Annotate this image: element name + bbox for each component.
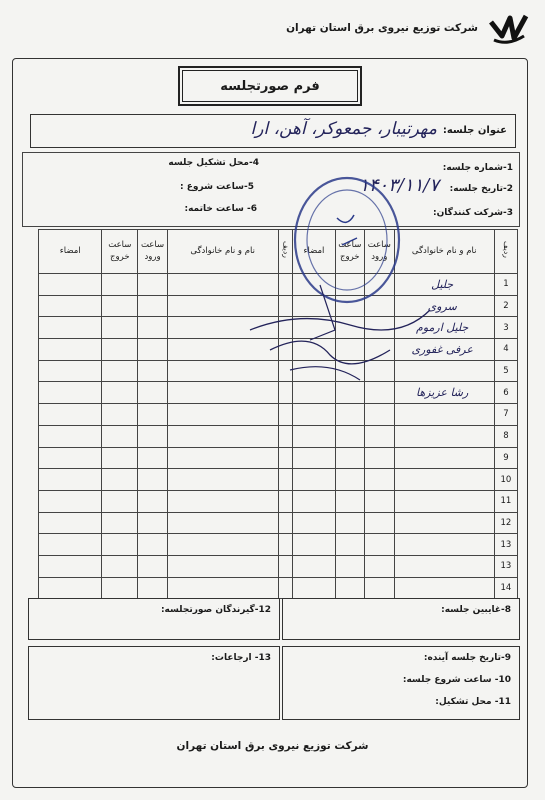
signature-cell-2 [39, 490, 102, 512]
signature-cell [293, 425, 335, 447]
time-in-cell-2 [138, 382, 168, 404]
signature-cell [293, 447, 335, 469]
name-cell: جلیل [394, 274, 494, 296]
time-out-cell-2 [102, 360, 138, 382]
signature-cell [293, 404, 335, 426]
row-number-cell-2 [278, 317, 293, 339]
name-cell: رشا عزیزها [394, 382, 494, 404]
time-in-cell [365, 404, 395, 426]
signature-cell [293, 512, 335, 534]
row-number-cell: 13 [494, 555, 517, 577]
row-number-cell: 7 [494, 404, 517, 426]
row-number-cell-2 [278, 534, 293, 556]
row-number-cell-2 [278, 577, 293, 599]
time-out-cell-2 [102, 274, 138, 296]
time-in-cell [365, 577, 395, 599]
info-section [22, 152, 520, 227]
signature-cell-2 [39, 469, 102, 491]
referrals-box [28, 646, 280, 720]
signature-cell [293, 490, 335, 512]
time-in-cell [365, 447, 395, 469]
time-in-cell [365, 512, 395, 534]
company-name-header: شرکت توزیع نیروی برق استان تهران [286, 22, 478, 34]
signature-cell [293, 339, 335, 361]
name-cell-2 [167, 469, 278, 491]
table-row [39, 425, 518, 447]
time-in-cell-2 [138, 274, 168, 296]
time-in-cell-2 [138, 469, 168, 491]
attendance-table [38, 229, 518, 599]
form-title: فرم صورتجلسه [182, 70, 358, 102]
signature-cell-2 [39, 447, 102, 469]
signature-cell-2 [39, 577, 102, 599]
name-cell-2 [167, 274, 278, 296]
signature-cell [293, 317, 335, 339]
name-cell-2 [167, 577, 278, 599]
row-number-cell: 10 [494, 469, 517, 491]
table-row [39, 469, 518, 491]
table-row [39, 447, 518, 469]
row-number-cell-2 [278, 404, 293, 426]
time-in-cell [365, 425, 395, 447]
row-number-cell: 3 [494, 317, 517, 339]
time-out-cell-2 [102, 469, 138, 491]
row-number-cell-2 [278, 360, 293, 382]
row-number-cell-2 [278, 555, 293, 577]
table-header-row [39, 230, 518, 274]
name-cell-2 [167, 360, 278, 382]
form-header [286, 10, 530, 50]
signature-cell [293, 382, 335, 404]
time-in-cell-2 [138, 360, 168, 382]
signature-cell-2 [39, 512, 102, 534]
signature-cell-2 [39, 404, 102, 426]
row-number-cell-2 [278, 382, 293, 404]
referrals-label: 13- ارجاعات: [211, 653, 271, 663]
time-out-cell [335, 339, 365, 361]
row-number-cell-2 [278, 447, 293, 469]
time-in-cell-2 [138, 404, 168, 426]
time-out-cell-2 [102, 447, 138, 469]
name-cell-2 [167, 534, 278, 556]
name-cell-2 [167, 512, 278, 534]
table-row [39, 360, 518, 382]
signature-cell [293, 577, 335, 599]
col-name-header: نام و نام خانوادگی [394, 230, 494, 274]
company-logo-icon [488, 10, 530, 50]
time-out-cell-2 [102, 512, 138, 534]
time-in-cell [365, 534, 395, 556]
signature-cell-2 [39, 360, 102, 382]
session-date-label: 2-تاریخ جلسه: [449, 184, 513, 194]
name-cell [394, 360, 494, 382]
time-out-cell-2 [102, 555, 138, 577]
company-name-footer: شرکت توزیع نیروی برق استان تهران [176, 740, 369, 752]
time-out-cell [335, 404, 365, 426]
signature-cell-2 [39, 317, 102, 339]
time-out-cell [335, 555, 365, 577]
col-row-header: ردیف [494, 230, 517, 274]
recipients-box [28, 598, 280, 640]
subject-label: عنوان جلسه: [442, 125, 507, 136]
row-number-cell: 2 [494, 295, 517, 317]
signature-cell [293, 534, 335, 556]
time-out-cell [335, 447, 365, 469]
signature-cell-2 [39, 339, 102, 361]
time-in-cell-2 [138, 577, 168, 599]
col-signature-header: امضاء [293, 230, 335, 274]
row-number-cell: 12 [494, 512, 517, 534]
table-row [39, 577, 518, 599]
row-number-cell: 13 [494, 534, 517, 556]
time-out-cell-2 [102, 490, 138, 512]
col-time-out-header: ساعت خروج [335, 230, 365, 274]
participants-label: 3-شرکت کنندگان: [432, 208, 513, 218]
subject-row [30, 114, 516, 148]
end-time-label: 6- ساعت خاتمه: [184, 204, 257, 214]
absentees-label: 8-غایبین جلسه: [441, 605, 511, 615]
next-start-label: 10- ساعت شروع جلسه: [402, 675, 511, 685]
col-row-header-2: ردیف [278, 230, 293, 274]
time-out-cell [335, 360, 365, 382]
table-row [39, 555, 518, 577]
name-cell-2 [167, 382, 278, 404]
name-cell-2 [167, 339, 278, 361]
time-out-cell [335, 534, 365, 556]
time-in-cell-2 [138, 425, 168, 447]
absentees-box [282, 598, 520, 640]
next-session-box [282, 646, 520, 720]
col-time-out-header-2: ساعت خروج [102, 230, 138, 274]
col-time-in-header: ساعت ورود [365, 230, 395, 274]
time-out-cell [335, 469, 365, 491]
table-row [39, 382, 518, 404]
col-name-header-2: نام و نام خانوادگی [167, 230, 278, 274]
row-number-cell-2 [278, 425, 293, 447]
table-row [39, 274, 518, 296]
name-cell [394, 469, 494, 491]
signature-cell [293, 360, 335, 382]
name-cell [394, 555, 494, 577]
name-cell-2 [167, 295, 278, 317]
time-out-cell-2 [102, 577, 138, 599]
name-cell-2 [167, 425, 278, 447]
table-row [39, 339, 518, 361]
session-number-label: 1-شماره جلسه: [442, 163, 513, 173]
table-row [39, 404, 518, 426]
time-in-cell [365, 317, 395, 339]
time-out-cell [335, 512, 365, 534]
time-out-cell-2 [102, 404, 138, 426]
row-number-cell: 9 [494, 447, 517, 469]
row-number-cell: 5 [494, 360, 517, 382]
name-cell [394, 512, 494, 534]
time-out-cell [335, 490, 365, 512]
time-in-cell [365, 555, 395, 577]
col-signature-header-2: امضاء [39, 230, 102, 274]
name-cell: عرفی غفوری [394, 339, 494, 361]
time-in-cell-2 [138, 555, 168, 577]
row-number-cell: 14 [494, 577, 517, 599]
session-date-value: ۱۴۰۳/۱۱/۷ [359, 175, 439, 196]
time-out-cell-2 [102, 295, 138, 317]
table-row [39, 512, 518, 534]
time-out-cell [335, 317, 365, 339]
start-time-label: 5-ساعت شروع : [180, 182, 254, 192]
time-in-cell [365, 490, 395, 512]
name-cell [394, 490, 494, 512]
next-date-label: 9-تاریخ جلسه آینده: [423, 653, 511, 663]
time-out-cell-2 [102, 339, 138, 361]
name-cell [394, 577, 494, 599]
name-cell-2 [167, 404, 278, 426]
recipients-label: 12-گیرندگان صورتجلسه: [160, 605, 271, 615]
next-location-label: 11- محل تشکیل: [435, 697, 511, 707]
row-number-cell-2 [278, 512, 293, 534]
subject-handwritten-value: مهرتیبار، جمعوکر، آهن، ارا [250, 119, 437, 139]
table-row [39, 490, 518, 512]
location-label: 4-محل تشکیل جلسه [168, 158, 259, 168]
row-number-cell: 11 [494, 490, 517, 512]
name-cell-2 [167, 490, 278, 512]
name-cell: جلیل ارموم [394, 317, 494, 339]
name-cell [394, 534, 494, 556]
col-time-in-header-2: ساعت ورود [138, 230, 168, 274]
time-in-cell-2 [138, 512, 168, 534]
time-in-cell-2 [138, 534, 168, 556]
time-out-cell [335, 382, 365, 404]
time-in-cell-2 [138, 447, 168, 469]
time-in-cell [365, 469, 395, 491]
signature-cell-2 [39, 382, 102, 404]
time-in-cell [365, 382, 395, 404]
table-row [39, 317, 518, 339]
row-number-cell: 1 [494, 274, 517, 296]
name-cell [394, 447, 494, 469]
signature-cell-2 [39, 534, 102, 556]
signature-cell-2 [39, 295, 102, 317]
signature-cell [293, 469, 335, 491]
row-number-cell-2 [278, 339, 293, 361]
time-in-cell [365, 339, 395, 361]
row-number-cell: 4 [494, 339, 517, 361]
table-row [39, 534, 518, 556]
signature-cell-2 [39, 274, 102, 296]
time-in-cell [365, 360, 395, 382]
time-in-cell-2 [138, 317, 168, 339]
time-in-cell-2 [138, 490, 168, 512]
name-cell: سروی [394, 295, 494, 317]
company-stamp-icon [282, 170, 412, 310]
table-row [39, 295, 518, 317]
time-out-cell [335, 425, 365, 447]
time-in-cell-2 [138, 339, 168, 361]
signature-cell-2 [39, 555, 102, 577]
time-out-cell-2 [102, 317, 138, 339]
row-number-cell: 6 [494, 382, 517, 404]
signature-cell [293, 555, 335, 577]
title-box [178, 66, 362, 106]
name-cell [394, 404, 494, 426]
name-cell-2 [167, 447, 278, 469]
row-number-cell-2 [278, 469, 293, 491]
row-number-cell-2 [278, 490, 293, 512]
name-cell [394, 425, 494, 447]
name-cell-2 [167, 555, 278, 577]
time-in-cell-2 [138, 295, 168, 317]
time-out-cell-2 [102, 534, 138, 556]
time-out-cell-2 [102, 425, 138, 447]
row-number-cell: 8 [494, 425, 517, 447]
name-cell-2 [167, 317, 278, 339]
time-out-cell-2 [102, 382, 138, 404]
signature-cell-2 [39, 425, 102, 447]
time-out-cell [335, 577, 365, 599]
